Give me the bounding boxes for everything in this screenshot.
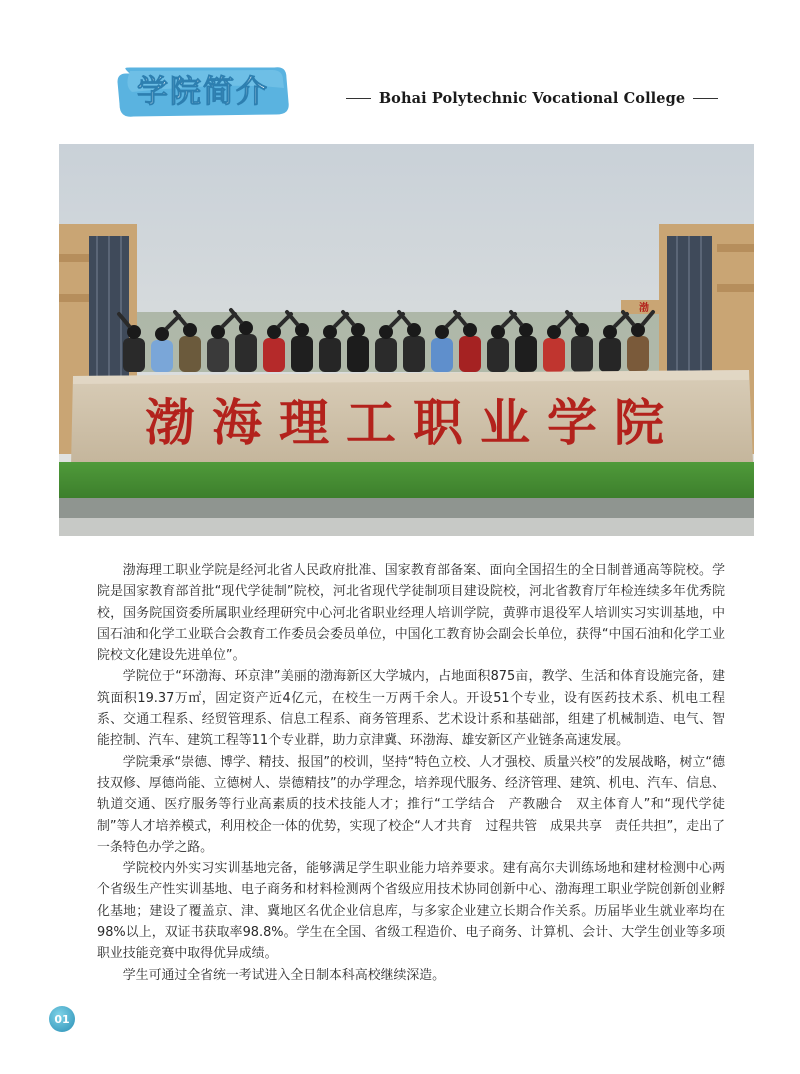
lawn [59, 462, 754, 498]
campus-gate-photo [59, 144, 754, 536]
paragraph: 学生可通过全省统一考试进入全日制本科高校继续深造。 [122, 967, 446, 983]
subtitle-line-right [693, 98, 718, 99]
building-sign: 渤 [639, 303, 649, 314]
college-introduction-text [97, 560, 725, 986]
pavement [59, 518, 754, 536]
paragraph: 学院秉承“崇德、博学、精技、报国”的校训，坚持“特色立校、人才强校、质量兴校”的发展战略，树立“德技双修、厚德尚能、立德树人、崇德精技”的办学理念，培养现代服务、经济管理、建筑、机电、汽车、信息、轨道交通、医疗服务等行业高素质的技术技能人才；推行“工学结合 产教融合 双主体育人”和“现代学徒制”等人才培养模式，利用校企一体的优势，实现了校企“人才共育 过程共管 成果共享 责任共担”，走出了一条特色办学之路。 [97, 754, 725, 855]
paragraph: 学院位于“环渤海、环京津”美丽的渤海新区大学城内，占地面积875亩，教学、生活和体育设施完备，建筑面积19.37万㎡，固定资产近4亿元，在校生一万两千余人。开设51个专业，设有医药技术系、机电工程系、交通工程系、经贸管理系、信息工程系、商务管理系、艺术设计系和基础部，组建了机械制造、电气、智能控制、汽车、建筑工程等11个专业群，助力京津冀、环渤海、雄安新区产业链条高速发展。 [97, 669, 725, 749]
curb [59, 498, 754, 518]
section-title-badge [112, 62, 294, 120]
stone-sign [71, 370, 753, 466]
paragraph: 渤海理工职业学院是经河北省人民政府批准、国家教育部备案、面向全国招生的全日制普通高等院校。学院是国家教育部首批“现代学徒制”院校，河北省现代学徒制项目建设院校，河北省教育厅年检连续多年优秀院校，国务院国资委所属职业经理研究中心河北省职业经理人培训学院，黄骅市退役军人培训实习实训基地，中国石油和化学工业联合会教育工作委员会委员单位，中国化工教育协会副会长单位，获得“中国石油和化学工业院校文化建设先进单位”。 [97, 563, 725, 664]
page-number: 01 [49, 1006, 75, 1032]
subtitle-bar [346, 86, 718, 110]
subtitle-line-left [346, 98, 371, 99]
college-english-name: Bohai Polytechnic Vocational College [378, 89, 686, 107]
stone-sign-text: 渤海理工职业学院 [145, 393, 681, 452]
section-title: 学院简介 [137, 74, 269, 110]
paragraph: 学院校内外实习实训基地完备，能够满足学生职业能力培养要求。建有高尔夫训练场地和建材检测中心两个省级生产性实训基地、电子商务和材料检测两个省级应用技术协同创新中心、渤海理工职业学院创新创业孵化基地；建设了覆盖京、津、冀地区名优企业信息库，与多家企业建立长期合作关系。历届毕业生就业率均在98%以上，双证书获取率98.8%。学生在全国、省级工程造价、电子商务、计算机、会计、大学生创业等多项职业技能竞赛中取得优异成绩。 [97, 861, 725, 962]
